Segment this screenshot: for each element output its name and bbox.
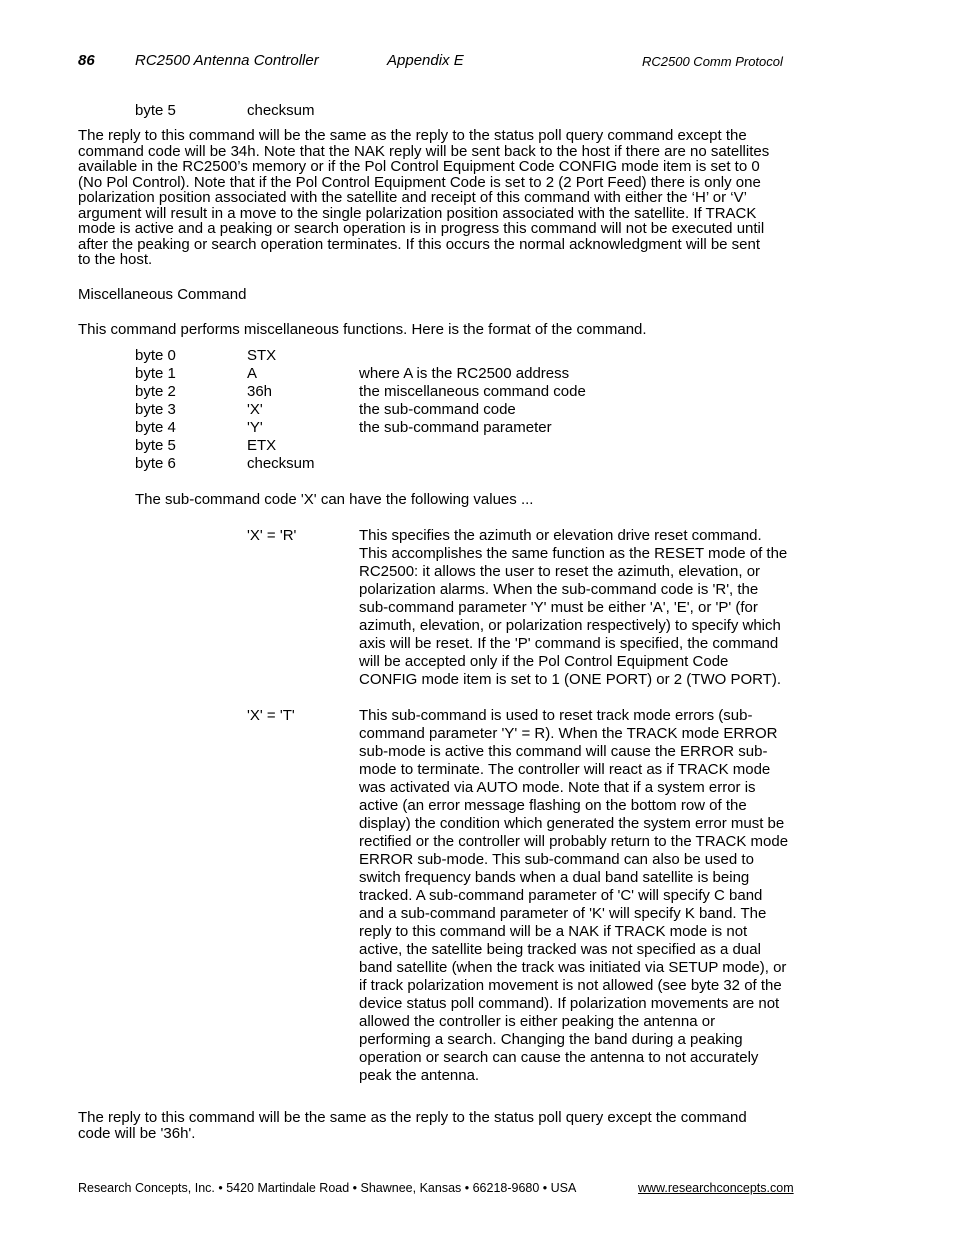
footer-address: Research Concepts, Inc. • 5420 Martindale Road • Shawnee, Kansas • 66218-9680 • USA: [78, 1181, 577, 1195]
description-line: active, the satellite being tracked was not specified as a dual: [359, 941, 761, 958]
description-line: mode to terminate. The controller will react as if TRACK mode: [359, 761, 771, 778]
description-line: polarization alarms. When the sub-command code is 'R', the: [359, 581, 759, 598]
description-line: tracked. A sub-command parameter of 'C' will specify C band: [359, 887, 763, 904]
document-title: RC2500 Comm Protocol: [642, 54, 783, 69]
table-row: [0, 347, 954, 365]
byte-value: ETX: [247, 437, 277, 454]
table-row: [0, 419, 954, 437]
description-line: was activated via AUTO mode. Note that if a system error is: [359, 779, 756, 796]
description-line: rectified or the controller will probably return to the TRACK mode: [359, 833, 789, 850]
paragraph-line: (No Pol Control). Note that if the Pol Control Equipment Code is set to 2 (2 Port Feed) there is only one: [78, 173, 761, 191]
byte-description: where A is the RC2500 address: [359, 365, 570, 382]
paragraph-line: command code will be 34h. Note that the NAK reply will be sent back to the host if there are no satellites: [78, 142, 770, 160]
reply-paragraph: [78, 128, 818, 268]
byte-description: the sub-command parameter: [359, 419, 552, 436]
website-link[interactable]: www.researchconcepts.com: [638, 1181, 794, 1195]
description-line: active (an error message flashing on the bottom row of the: [359, 797, 747, 814]
subcommand-description: [359, 527, 787, 689]
description-line: performing a search. Changing the band during a peaking: [359, 1031, 743, 1048]
table-row: [0, 383, 954, 401]
description-line: This specifies the azimuth or elevation drive reset command.: [359, 527, 762, 544]
paragraph-line: mode is active and a peaking or search operation is in progress this command will not be executed until: [78, 220, 765, 237]
table-row: [0, 365, 954, 383]
table-row: [0, 455, 954, 473]
description-line: display) the condition which generated the system error must be: [359, 815, 785, 832]
description-line: RC2500: it allows the user to reset the azimuth, elevation, or: [359, 563, 761, 580]
paragraph-line: to the host.: [78, 251, 153, 268]
byte-value: STX: [247, 347, 277, 364]
section-title: Appendix E: [387, 52, 464, 69]
description-line: This sub-command is used to reset track mode errors (sub-: [359, 707, 753, 724]
misc-intro: This command performs miscellaneous functions. Here is the format of the command.: [78, 321, 647, 338]
description-line: peak the antenna.: [359, 1067, 480, 1084]
byte-value: 'X': [247, 401, 263, 418]
page-number: 86: [78, 52, 95, 69]
byte-label: byte 2: [135, 383, 176, 400]
table-row: [0, 437, 954, 455]
description-line: band satellite (when the track was initiated via SETUP mode), or: [359, 959, 787, 976]
byte-description: the sub-command code: [359, 401, 516, 418]
description-line: allowed the controller is either peaking the antenna or: [359, 1013, 716, 1030]
subcommand-intro: The sub-command code 'X' can have the following values ...: [135, 491, 534, 508]
product-title: RC2500 Antenna Controller: [135, 52, 319, 69]
description-line: command parameter 'Y' = R). When the TRACK mode ERROR: [359, 725, 778, 742]
description-line: sub-mode is active this command will cause the ERROR sub-: [359, 743, 768, 760]
paragraph-line: The reply to this command will be the same as the reply to the status poll query command except the: [78, 127, 747, 144]
byte-value: A: [247, 365, 258, 382]
byte-label: byte 5: [135, 437, 176, 454]
description-line: axis will be reset. If the 'P' command is specified, the command: [359, 635, 779, 652]
byte-label: byte 1: [135, 365, 176, 382]
section-heading: Miscellaneous Command: [78, 286, 247, 303]
description-line: sub-command parameter 'Y' must be either 'A', 'E', or 'P' (for: [359, 599, 758, 616]
paragraph-line: after the peaking or search operation terminates. If this occurs the normal acknowledgment will be sent: [78, 235, 761, 253]
description-line: switch frequency bands when a dual band satellite is being: [359, 869, 750, 886]
description-line: azimuth, elevation, or polarization respectively) to specify which: [359, 617, 781, 634]
description-line: CONFIG mode item is set to 1 (ONE PORT) or 2 (TWO PORT).: [359, 671, 782, 688]
byte-value: 'Y': [247, 419, 263, 436]
subcommand-description: [359, 707, 788, 1085]
byte-label: byte 3: [135, 401, 176, 418]
byte-label: byte 0: [135, 347, 176, 364]
byte-label: byte 6: [135, 455, 176, 472]
description-line: operation or search can cause the antenna to not accurately: [359, 1049, 759, 1066]
byte-description: the miscellaneous command code: [359, 383, 586, 400]
description-line: This accomplishes the same function as the RESET mode of the: [359, 545, 788, 562]
paragraph-line: The reply to this command will be the same as the reply to the status poll query except the command: [78, 1109, 747, 1126]
description-line: device status poll command). If polarization movements are not: [359, 995, 780, 1012]
byte-label: byte 5: [135, 102, 176, 119]
paragraph-line: argument will result in a move to the single polarization position associated with the satellite. If TRACK: [78, 204, 757, 222]
byte-value: checksum: [247, 102, 315, 119]
description-line: reply to this command will be a NAK if TRACK mode is not: [359, 923, 748, 940]
table-row: [0, 401, 954, 419]
description-line: and a sub-command parameter of 'K' will specify K band. The: [359, 905, 767, 922]
byte-value: checksum: [247, 455, 315, 472]
description-line: ERROR sub-mode. This sub-command can also be used to: [359, 851, 754, 868]
paragraph-line: code will be '36h'.: [78, 1124, 196, 1142]
description-line: if track polarization movement is not allowed (see byte 32 of the: [359, 977, 782, 994]
subcommand-code: 'X' = 'T': [247, 707, 295, 724]
top-byte-row: [0, 102, 954, 120]
paragraph-line: polarization position associated with the satellite and receipt of this command with either the ‘H’ or ‘V’: [78, 189, 747, 206]
byte-label: byte 4: [135, 419, 176, 436]
closing-paragraph: [78, 1110, 818, 1141]
subcommand-code: 'X' = 'R': [247, 527, 297, 544]
byte-value: 36h: [247, 383, 273, 400]
paragraph-line: available in the RC2500’s memory or if the Pol Control Equipment Code CONFIG mode item is set to 0: [78, 158, 760, 175]
description-line: will be accepted only if the Pol Control Equipment Code: [359, 653, 729, 670]
